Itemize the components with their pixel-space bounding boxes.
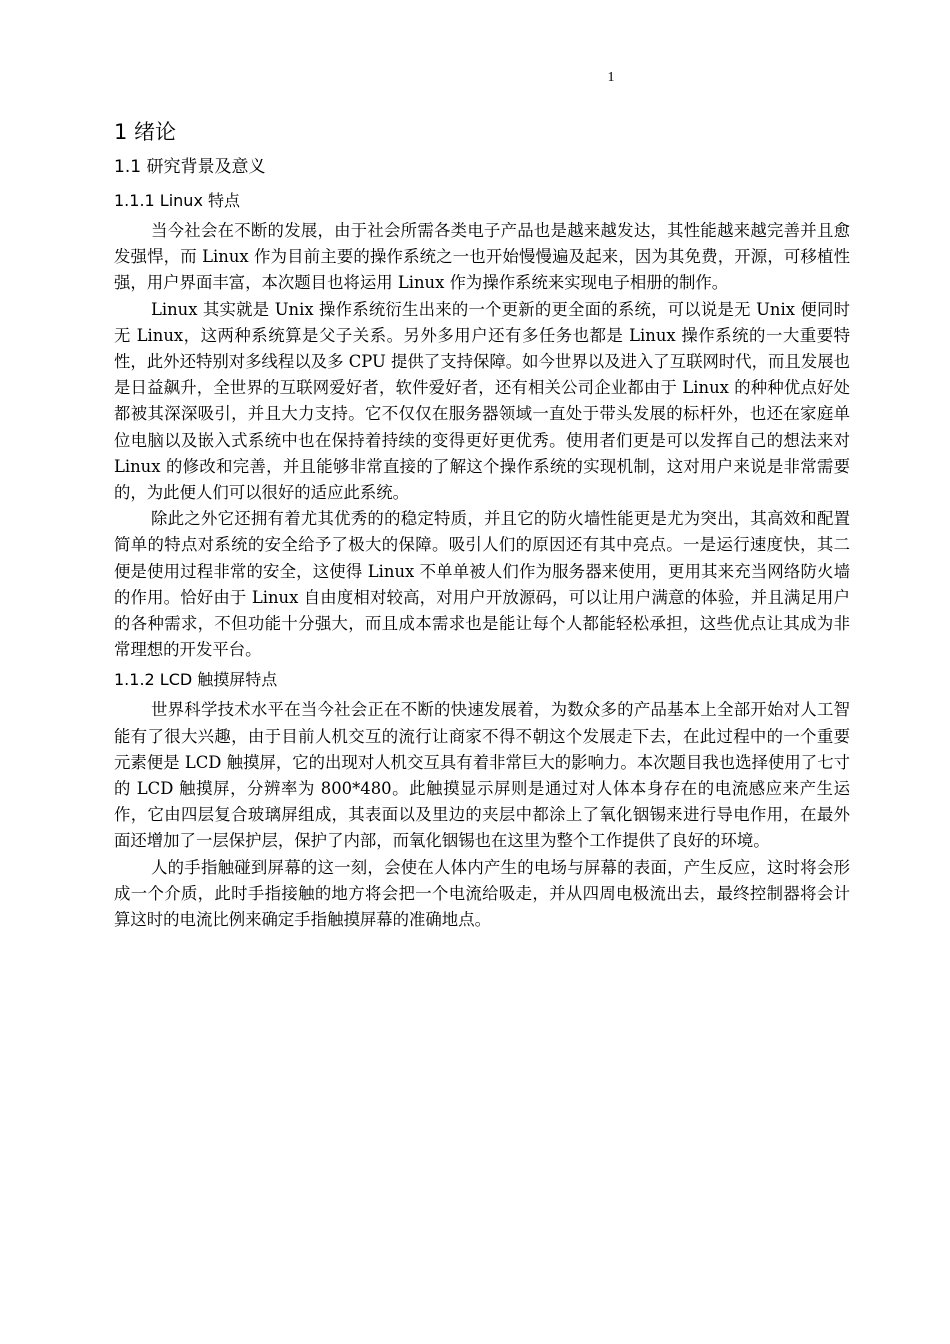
page-number: 1 (607, 70, 615, 85)
paragraph: Linux 其实就是 Unix 操作系统衍生出来的一个更新的更全面的系统，可以说是无 Unix 便同时无 Linux，这两种系统算是父子关系。另外多用户还有多任务也都是 Linux 操作系统的一大重要特性，此外还特别对多线程以及多 CPU 提供了支持保障。如今世界以及进入了互联网时代，而且发展也是日益飙升，全世界的互联网爱好者，软件爱好者，还有相关公司企业都由于 Linux 的种种优点好处都被其深深吸引，并且大力支持。它不仅仅在服务器领域一直处于带头发展的标杆外，也还在家庭单位电脑以及嵌入式系统中也在保持着持续的变得更好更优秀。使用者们更是可以发挥自己的想法来对 Linux 的修改和完善，并且能够非常直接的了解这个操作系统的实现机制，这对用户来说是非常需要的，为此便人们可以很好的适应此系统。 (114, 299, 850, 503)
subsection-title-lcd: 1.1.2 LCD 触摸屏特点 (114, 670, 278, 690)
paragraph: 当今社会在不断的发展，由于社会所需各类电子产品也是越来越发达，其性能越来越完善并且愈发强悍，而 Linux 作为目前主要的操作系统之一也开始慢慢遍及起来，因为其免费，开源，可移植性强，用户界面丰富，本次题目也将运用 Linux 作为操作系统来实现电子相册的制作。 (114, 221, 850, 293)
page-content (114, 114, 850, 933)
section-title: 1.1 研究背景及意义 (114, 157, 266, 177)
paragraph: 人的手指触碰到屏幕的这一刻，会使在人体内产生的电场与屏幕的表面，产生反应，这时将会形成一个介质，此时手指接触的地方将会把一个电流给吸走，并从四周电极流出去，最终控制器将会计算这时的电流比例来确定手指触摸屏幕的准确地点。 (114, 857, 850, 930)
subsection-title-linux: 1.1.1 Linux 特点 (114, 191, 240, 210)
chapter-title: 1 绪论 (114, 120, 177, 144)
paragraph: 除此之外它还拥有着尤其优秀的的稳定特质，并且它的防火墙性能更是尤为突出，其高效和配置简单的特点对系统的安全给予了极大的保障。吸引人们的原因还有其中亮点。一是运行速度快，其二便是使用过程非常的安全，这使得 Linux 不单单被人们作为服务器来使用，更用其来充当网络防火墙的作用。恰好由于 Linux 自由度相对较高，对用户开放源码，可以让用户满意的体验，并且满足用户的各种需求，不但功能十分强大，而且成本需求也是能让每个人都能轻松承担，这些优点让其成为非常理想的开发平台。 (114, 509, 850, 660)
paragraph: 世界科学技术水平在当今社会正在不断的快速发展着，为数众多的产品基本上全部开始对人工智能有了很大兴趣，由于目前人机交互的流行让商家不得不朝这个发展走下去，在此过程中的一个重要元素便是 LCD 触摸屏，它的出现对人机交互具有着非常巨大的影响力。本次题目我也选择使用了七寸的 LCD 触摸屏，分辨率为 800*480。此触摸显示屏则是通过对人体本身存在的电流感应来产生运作，它由四层复合玻璃屏组成，其表面以及里边的夹层中都涂上了氧化铟锡来进行导电作用，在最外面还增加了一层保护层，保护了内部，而氧化铟锡也在这里为整个工作提供了良好的环境。 (114, 700, 850, 851)
